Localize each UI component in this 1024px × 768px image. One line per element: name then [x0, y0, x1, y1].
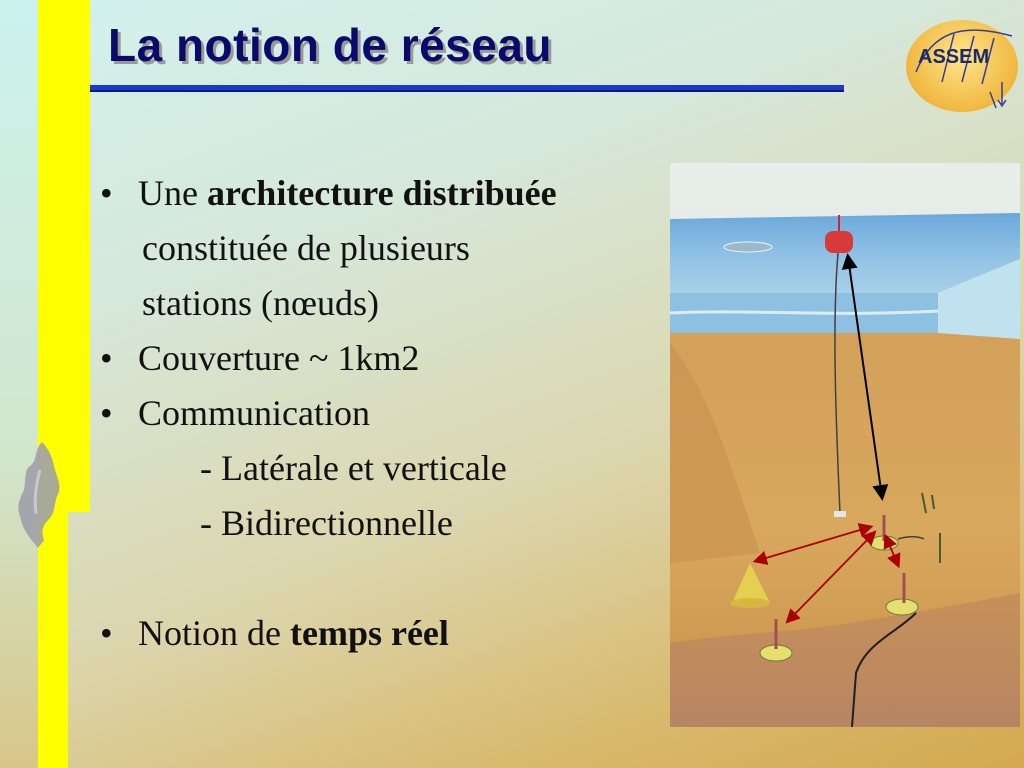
bullet-dot: •	[100, 613, 113, 653]
sub-bullet: - Bidirectionnelle	[200, 503, 453, 543]
bullet-item	[96, 606, 676, 661]
bullet-item	[96, 331, 676, 386]
bullet-text: Une	[138, 173, 207, 213]
bullet-item	[96, 166, 676, 221]
bullet-dot: •	[100, 338, 113, 378]
logo-text: ASSEM	[918, 46, 990, 68]
wax-seal-icon	[14, 440, 64, 550]
seabed-network-illustration	[670, 163, 1020, 727]
left-band	[0, 0, 38, 768]
page-title: La notion de réseau	[108, 19, 553, 71]
bullet-bold-text: temps réel	[289, 613, 449, 653]
bullet-text: Couverture ~ 1km2	[138, 338, 420, 378]
spacer	[96, 551, 676, 606]
bullet-item	[96, 386, 676, 441]
seabed-scene	[670, 163, 1020, 727]
bullet-list	[96, 166, 676, 661]
bullet-text: Communication	[138, 393, 370, 433]
title-underline	[90, 85, 844, 92]
bullet-continuation: constituée de plusieurs	[142, 228, 470, 268]
assem-logo	[902, 12, 1024, 108]
buoy-icon	[825, 231, 853, 253]
yellow-side-bar-upper	[38, 0, 90, 512]
bullet-text: Notion de	[138, 613, 290, 653]
bullet-dot: •	[100, 393, 113, 433]
bullet-bold-text: architecture distribuée	[206, 173, 557, 213]
sub-bullet: - Latérale et verticale	[200, 448, 507, 488]
bullet-continuation: stations (nœuds)	[142, 283, 379, 323]
bullet-dot: •	[100, 173, 113, 213]
